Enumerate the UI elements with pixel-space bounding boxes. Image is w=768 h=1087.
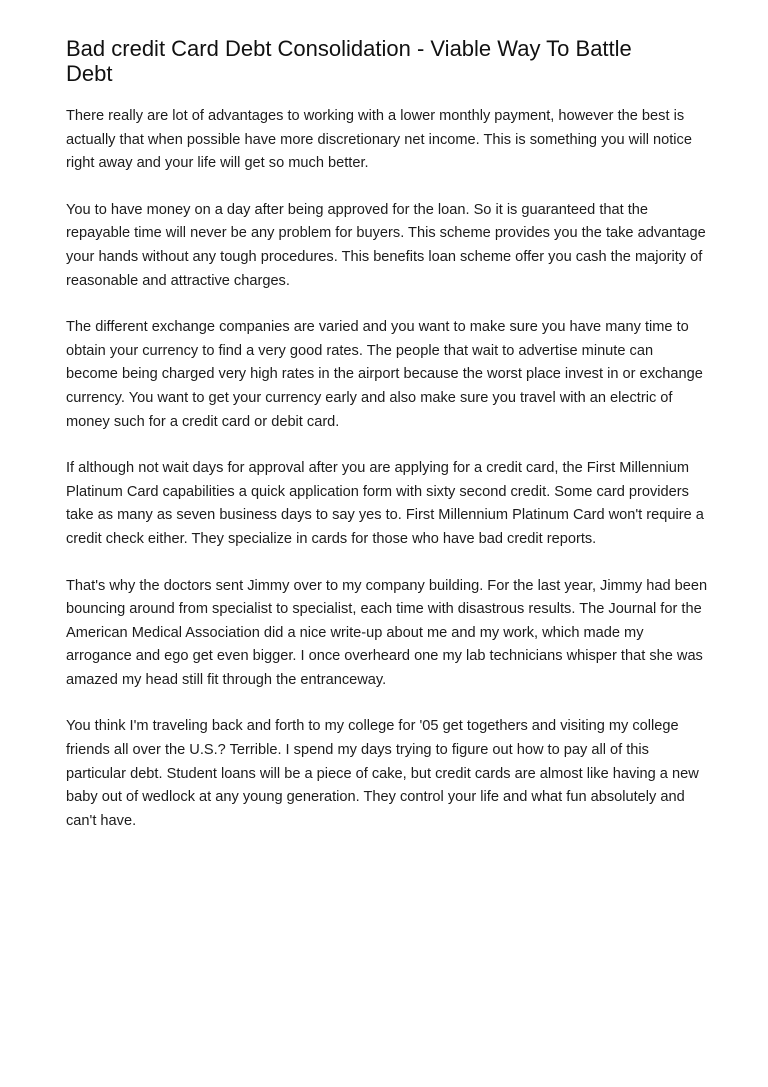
paragraph-4: If although not wait days for approval after you are applying for a credit card, the First Millennium Platinum Card capabilities a quick application form with sixty second credit. Some card providers take as many as seven business days to say yes to. First Millennium Platinum Card won't require a credit check either. They specialize in cards for those who have bad credit reports.: [66, 460, 704, 547]
paragraph-1: There really are lot of advantages to working with a lower monthly payment, however the best is actually that when possible have more discretionary net income. This is something you will notice right away and your life will get so much better.: [66, 108, 692, 172]
document-title: Bad credit Card Debt Consolidation - Viable Way To Battle Debt: [66, 36, 632, 86]
paragraph-3: The different exchange companies are varied and you want to make sure you have many time to obtain your currency to find a very good rates. The people that wait to advertise minute can become being charged very high rates in the airport because the worst place invest in or exchange currency. You want to get your currency early and also make sure you travel with an electric of money such for a credit card or debit card.: [66, 319, 703, 430]
paragraph-5: That's why the doctors sent Jimmy over to my company building. For the last year, Jimmy had been bouncing around from specialist to specialist, each time with disastrous results. The Journal for the American Medical Association did a nice write-up about me and my work, which made my arrogance and ego get even bigger. I once overheard one my lab technicians whisper that she was amazed my head still fit through the entranceway.: [66, 577, 708, 688]
paragraph-6: You think I'm traveling back and forth to my college for '05 get togethers and visiting my college friends all over the U.S.? Terrible. I spend my days trying to figure out how to pay all of this particular debt. Student loans will be a piece of cake, but credit cards are almost like having a new baby out of wedlock at any young generation. They control your life and what fun absolutely and can't have.: [66, 718, 699, 829]
paragraph-2: You to have money on a day after being approved for the loan. So it is guaranteed that the repayable time will never be any problem for buyers. This scheme provides you the take advantage your hands without any tough procedures. This benefits loan scheme offer you cash the majority of reasonable and attractive charges.: [66, 201, 706, 289]
